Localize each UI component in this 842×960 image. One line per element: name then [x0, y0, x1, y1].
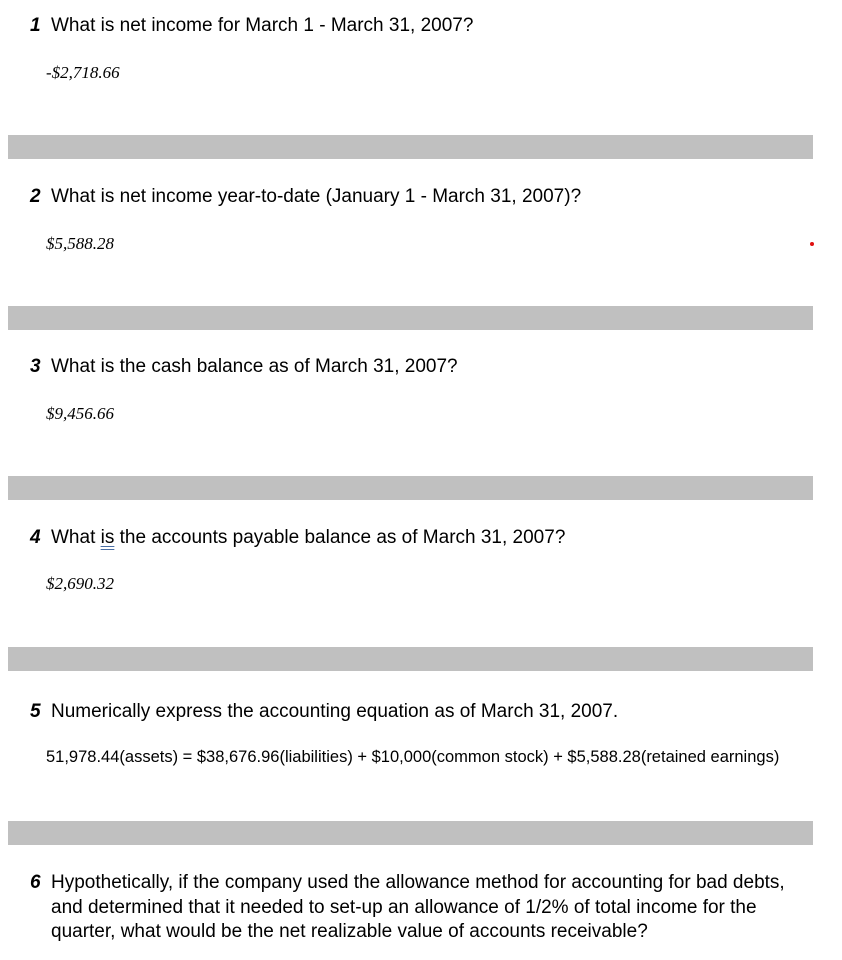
question-text [51, 526, 565, 551]
answer-field[interactable]: 51,978.44(assets) = $38,676.96(liabilities) + $10,000(common stock) + $5,588.28(retained earnings) [46, 748, 780, 766]
section-divider [8, 647, 813, 671]
answer-field[interactable]: $2,690.32 [46, 574, 114, 593]
question-text: What is net income for March 1 - March 31, 2007? [51, 15, 474, 36]
question-text-end: the accounts payable balance as of March 31, 2007? [114, 527, 566, 548]
question-number: 4 [30, 527, 41, 548]
question-text: What is the cash balance as of March 31, 2007? [51, 356, 458, 377]
question-number: 2 [30, 186, 41, 207]
question-number: 6 [30, 872, 41, 893]
answer-field[interactable]: -$2,718.66 [46, 63, 120, 82]
answer-field[interactable]: $5,588.28 [46, 234, 114, 253]
question-number: 5 [30, 701, 41, 722]
section-divider [8, 306, 813, 330]
question-number: 3 [30, 356, 41, 377]
section-divider [8, 821, 813, 845]
marker-dot [810, 242, 814, 246]
question-text-start: What [51, 527, 101, 548]
section-divider [8, 135, 813, 159]
question-text: Numerically express the accounting equation as of March 31, 2007. [51, 701, 619, 722]
question-text: Hypothetically, if the company used the allowance method for accounting for bad debts, and determined that it needed to set-up an allowance of 1/2% of total income for the quarter, what would be the net realizable value of accounts receivable? [51, 872, 785, 942]
question-text: What is net income year-to-date (January 1 - March 31, 2007)? [51, 186, 582, 207]
grammar-flagged-word[interactable]: is [100, 527, 115, 548]
section-divider [8, 476, 813, 500]
question-number: 1 [30, 15, 41, 36]
answer-field[interactable]: $9,456.66 [46, 404, 114, 423]
